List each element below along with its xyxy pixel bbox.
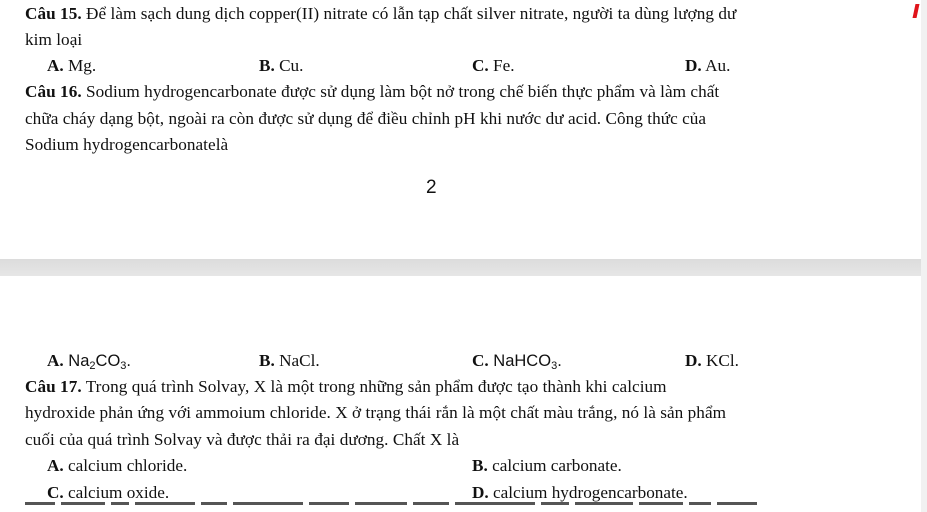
option-text: calcium chloride. xyxy=(63,456,188,475)
q15-number: Câu 15. xyxy=(25,4,82,23)
q17-number: Câu 17. xyxy=(25,377,82,396)
q17-text-2: hydroxide phản ứng với ammoium chloride. X ở trạng thái rắn là một chất màu trắng, nó là sản phẩm xyxy=(25,403,727,422)
q15-option-b[interactable] xyxy=(259,54,303,78)
q16-number: Câu 16. xyxy=(25,82,82,101)
next-line-clipped xyxy=(25,502,851,512)
q17-option-a[interactable] xyxy=(47,454,187,478)
formula-part: . xyxy=(557,352,562,370)
option-text: calcium hydrogencarbonate. xyxy=(488,483,688,502)
page-gap xyxy=(0,259,927,276)
q15-option-c[interactable] xyxy=(472,54,515,78)
q16-text-1: Sodium hydrogencarbonate được sử dụng làm bột nở trong chế biến thực phẩm và làm chất xyxy=(81,82,720,101)
q17-line-1 xyxy=(25,375,667,399)
option-text: NaCl. xyxy=(274,351,320,370)
option-text: calcium carbonate. xyxy=(487,456,622,475)
option-text: Fe. xyxy=(488,56,515,75)
option-formula xyxy=(489,352,562,370)
q15-text-1: Để làm sạch dung dịch copper(II) nitrate có lẫn tạp chất silver nitrate, người ta dùng lượng dư xyxy=(81,4,737,23)
q15-line-1 xyxy=(25,2,736,26)
q17-line-3 xyxy=(25,428,459,452)
q17-option-b[interactable] xyxy=(472,454,622,478)
formula-part: NaHCO xyxy=(488,352,552,370)
q16-text-2: chữa cháy dạng bột, ngoài ra còn được sử dụng để điều chỉnh pH khi nước dư acid. Công thức của xyxy=(25,109,707,128)
formula-part: CO xyxy=(95,352,121,370)
formula-part: Na xyxy=(63,352,90,370)
q16-text-3: Sodium hydrogencarbonatelà xyxy=(25,135,229,154)
q17-line-2 xyxy=(25,401,726,425)
option-letter: C. xyxy=(472,56,489,75)
option-letter: D. xyxy=(685,56,702,75)
option-text: Cu. xyxy=(274,56,304,75)
q16-option-c[interactable] xyxy=(472,349,562,373)
option-letter: C. xyxy=(47,483,64,502)
option-letter: D. xyxy=(685,351,702,370)
option-letter: B. xyxy=(259,351,275,370)
q15-text-2: kim loại xyxy=(25,30,83,49)
option-letter: A. xyxy=(47,56,64,75)
option-text: KCl. xyxy=(701,351,739,370)
formula-part: . xyxy=(126,352,131,370)
formula-subscript: 3 xyxy=(120,360,127,372)
option-letter: D. xyxy=(472,483,489,502)
option-letter: A. xyxy=(47,351,64,370)
q16-option-b[interactable] xyxy=(259,349,320,373)
q17-text-1: Trong quá trình Solvay, X là một trong những sản phẩm được tạo thành khi calcium xyxy=(81,377,667,396)
option-text: calcium oxide. xyxy=(63,483,170,502)
option-letter: B. xyxy=(472,456,488,475)
option-letter: B. xyxy=(259,56,275,75)
option-letter: A. xyxy=(47,456,64,475)
q16-option-d[interactable] xyxy=(685,349,739,373)
q16-option-a[interactable] xyxy=(47,349,131,373)
formula-subscript: 2 xyxy=(89,360,96,372)
scroll-edge xyxy=(921,0,927,512)
option-text: Au. xyxy=(701,56,731,75)
q15-option-d[interactable] xyxy=(685,54,730,78)
page-number: 2 xyxy=(426,177,437,198)
option-letter: C. xyxy=(472,351,489,370)
option-text: Mg. xyxy=(63,56,97,75)
formula-subscript: 3 xyxy=(551,360,558,372)
q15-option-a[interactable] xyxy=(47,54,96,78)
option-formula xyxy=(64,352,131,370)
q16-line-3 xyxy=(25,133,228,157)
q16-line-2 xyxy=(25,107,706,131)
q15-line-2 xyxy=(25,28,82,52)
q17-text-3: cuối của quá trình Solvay và được thải ra đại dương. Chất X là xyxy=(25,430,460,449)
q16-line-1 xyxy=(25,80,719,104)
